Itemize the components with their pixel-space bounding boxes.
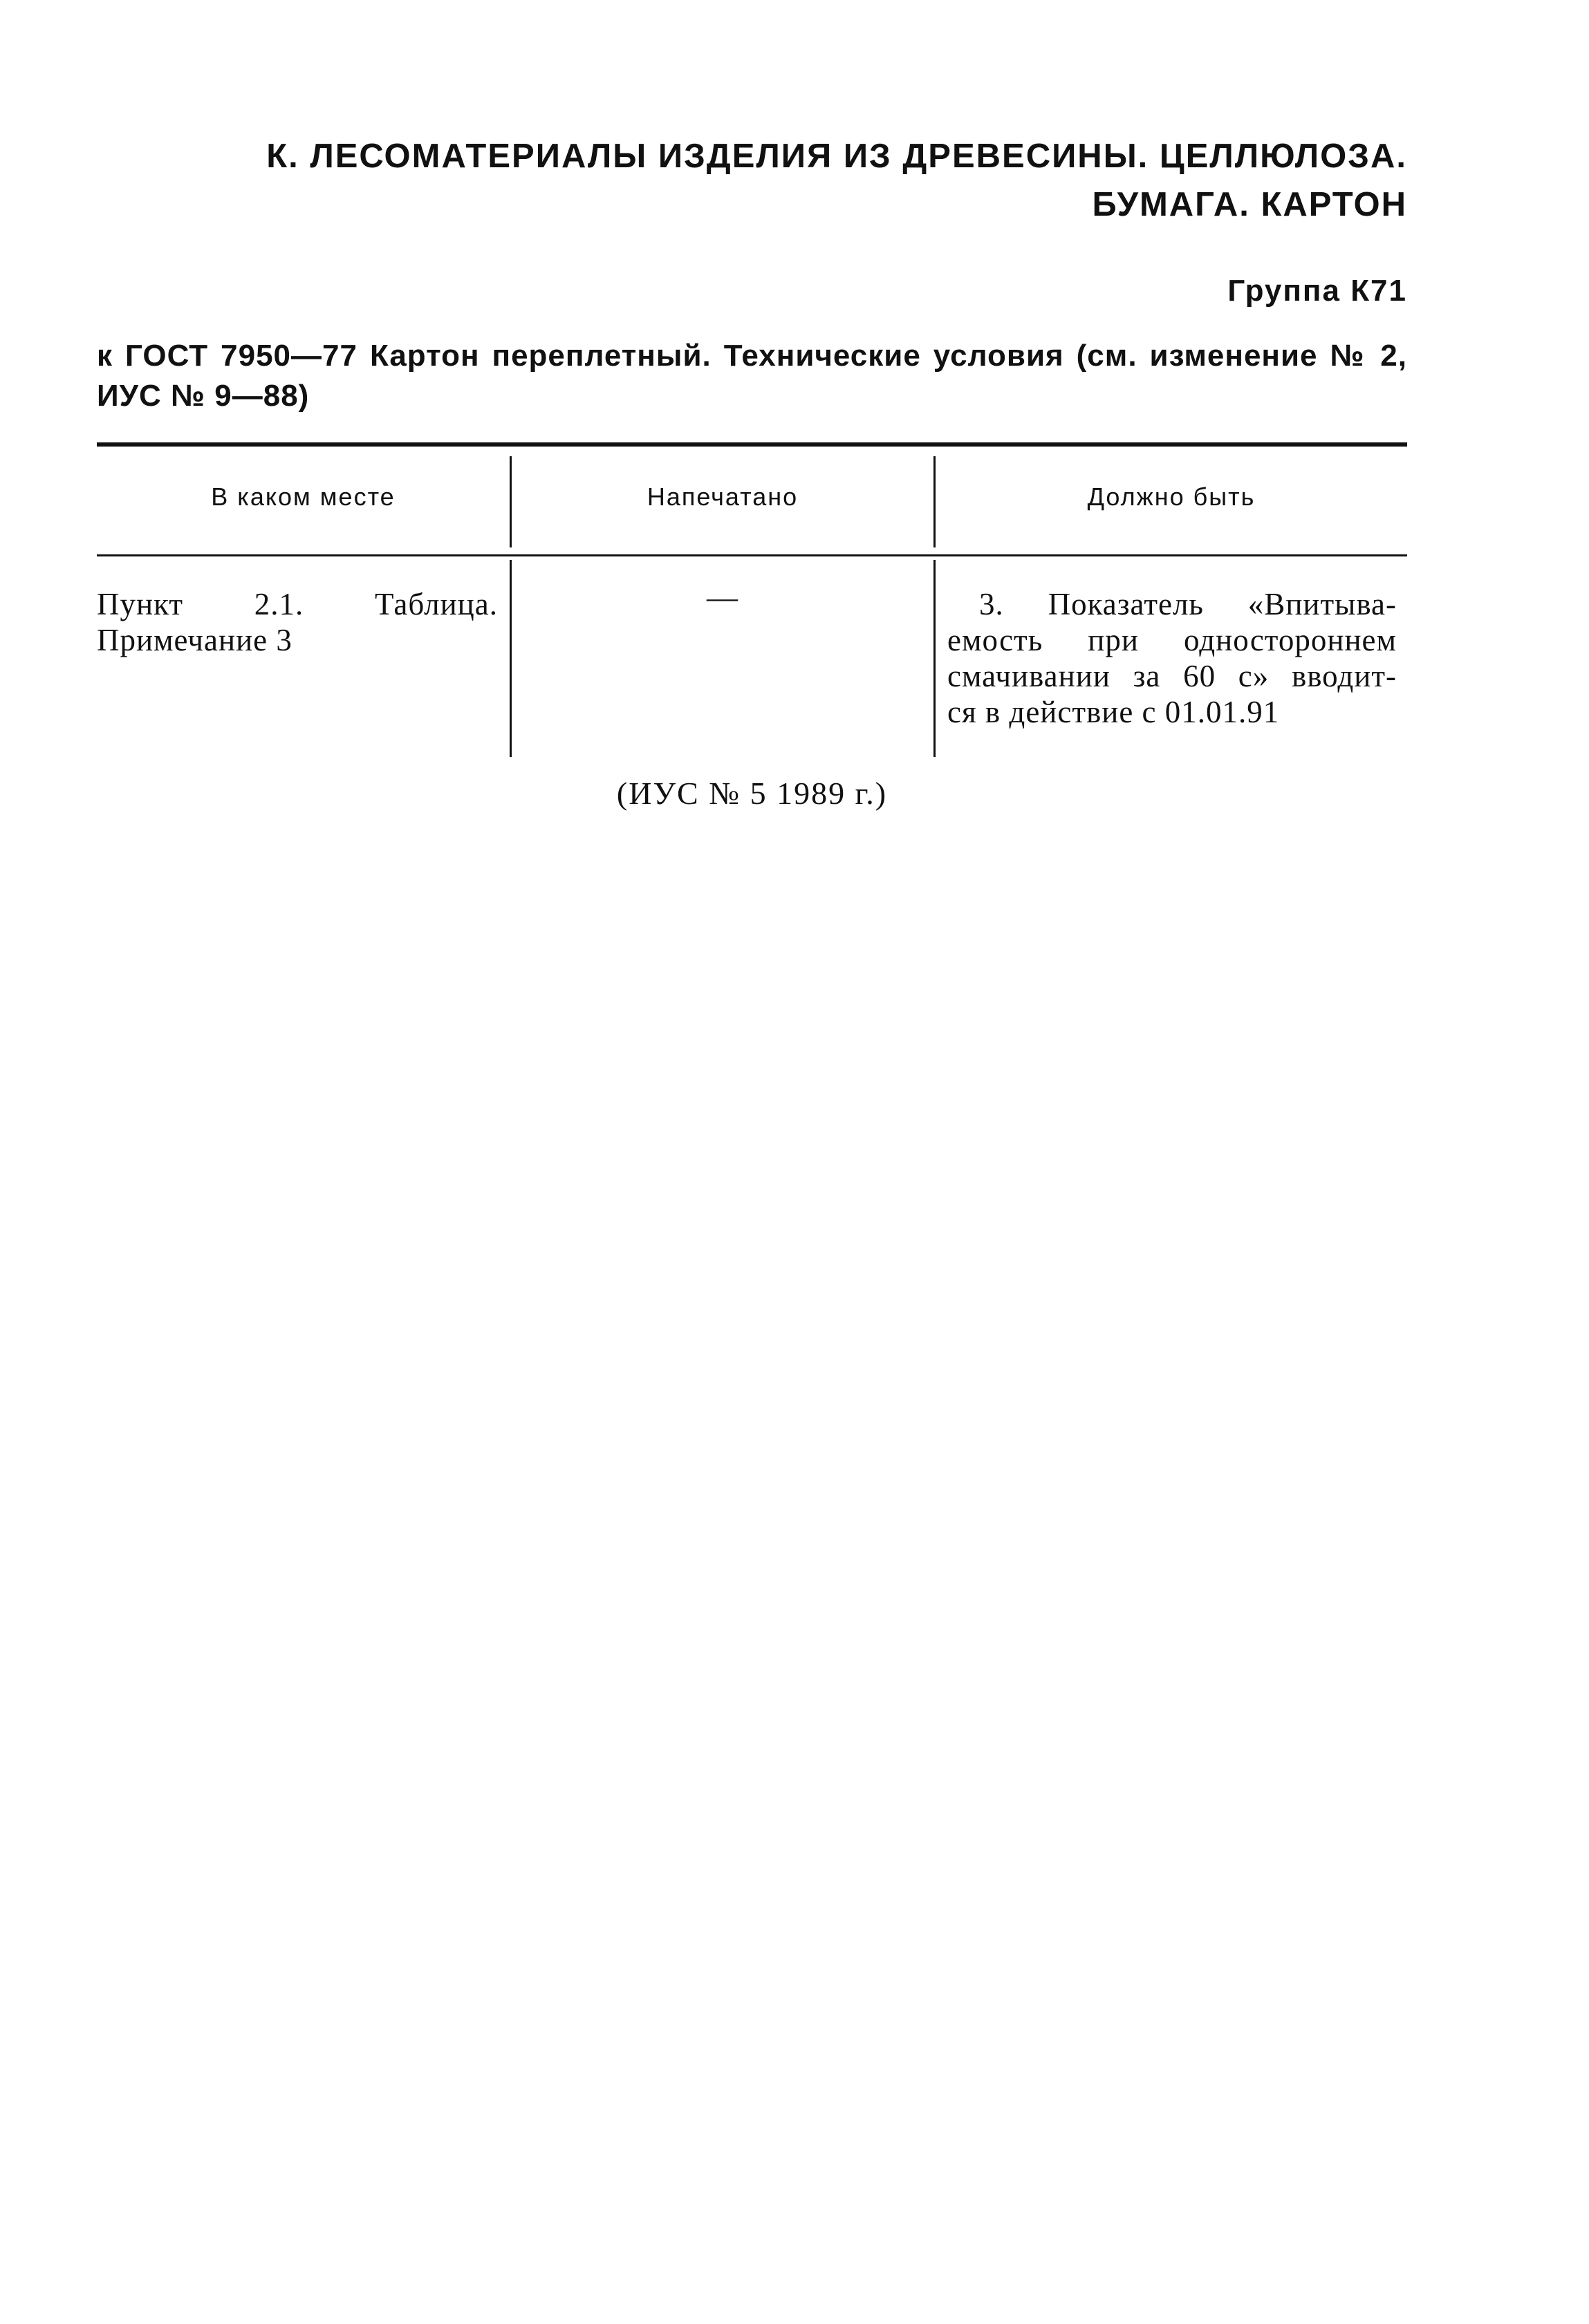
place-line-1: Пункт 2.1. Таблица. (97, 587, 498, 621)
should-be-line-3: смачивании за 60 с» вводит- (947, 659, 1397, 693)
column-header-place: В каком месте (211, 482, 396, 511)
group-code: Группа К71 (1227, 274, 1407, 308)
body-divider-2 (933, 560, 936, 757)
source-reference: (ИУС № 5 1989 г.) (616, 776, 888, 811)
table-cell-should-be (947, 586, 1397, 730)
section-title-line-2: БУМАГА. КАРТОН (1092, 186, 1407, 223)
amendment-title-line-2: ИУС № 9—88) (97, 379, 310, 413)
table-cell-place (97, 586, 498, 658)
table-top-rule (97, 442, 1407, 447)
table-header-rule (97, 554, 1407, 556)
should-be-line-1: 3. Показатель «Впитыва- (979, 587, 1397, 621)
column-header-should-be: Должно быть (1087, 482, 1256, 511)
amendment-title-line-1: к ГОСТ 7950—77 Картон переплетный. Технические условия (см. изменение № 2, (97, 339, 1407, 373)
section-title-line-1: К. ЛЕСОМАТЕРИАЛЫ ИЗДЕЛИЯ ИЗ ДРЕВЕСИНЫ. ЦЕЛЛЮЛОЗА. (266, 138, 1407, 175)
place-line-2: Примечание 3 (97, 623, 292, 657)
should-be-line-2: емость при одностороннем (947, 623, 1397, 657)
table-cell-printed: — (707, 580, 738, 615)
should-be-line-4: ся в действие с 01.01.91 (947, 695, 1280, 729)
column-header-printed: Напечатано (647, 482, 799, 511)
